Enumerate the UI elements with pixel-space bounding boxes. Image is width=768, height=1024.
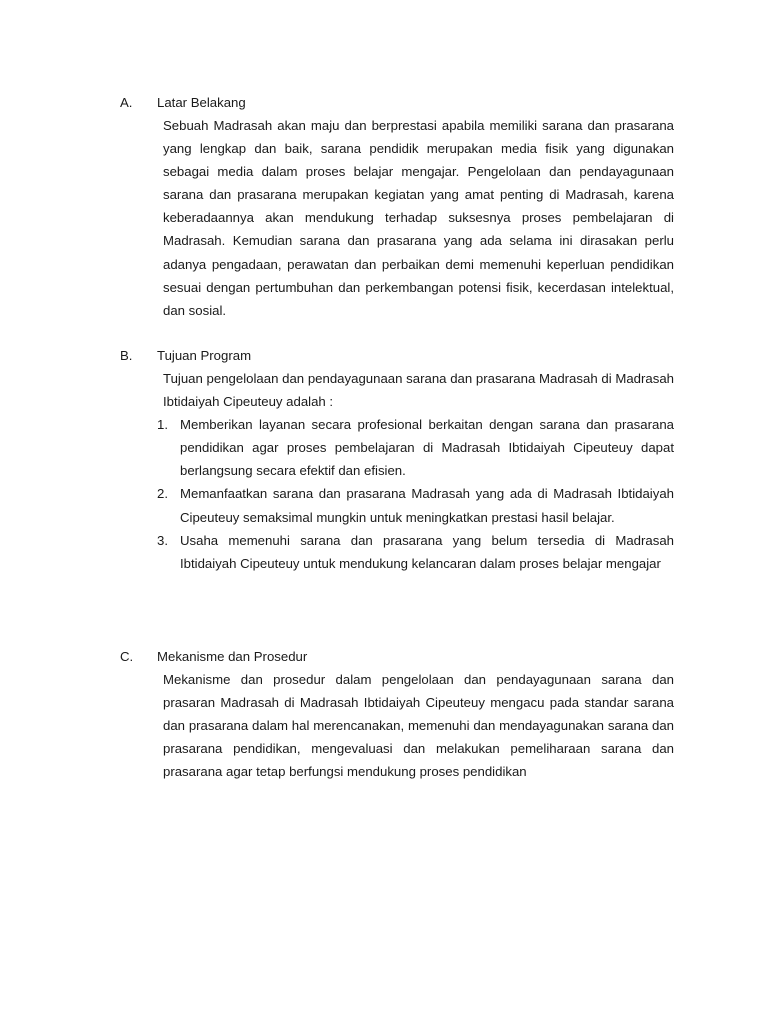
- section-latar-belakang: [120, 91, 676, 322]
- section-heading: [120, 91, 676, 114]
- section-letter: A.: [120, 95, 133, 110]
- section-heading: [120, 645, 676, 668]
- section-paragraph: Tujuan pengelolaan dan pendayagunaan sarana dan prasarana Madrasah di Madrasah Ibtidaiyah Cipeuteuy adalah :: [163, 371, 674, 410]
- list-item: [157, 529, 674, 575]
- section-title: Mekanisme dan Prosedur: [157, 649, 308, 664]
- section-paragraph: Sebuah Madrasah akan maju dan berprestasi apabila memiliki sarana dan prasarana yang lengkap dan baik, sarana pendidik merupakan media fisik yang digunakan sebagai media dalam proses belajar mengajar. Pengelolaan dan pendayagunaan sarana dan prasarana merupakan kegiatan yang amat penting di Madrasah, karena keberadaannya akan mendukung terhadap suksesnya proses pembelajaran di Madrasah. Kemudian sarana dan prasarana yang ada selama ini dirasakan perlu adanya pengadaan, perawatan dan perbaikan demi memenuhi keperluan pendidikan sesuai dengan pertumbuhan dan perkembangan potensi fisik, kecerdasan intelektual, dan sosial.: [163, 118, 674, 318]
- section-title: Tujuan Program: [157, 348, 252, 363]
- list-text: Memberikan layanan secara profesional berkaitan dengan sarana dan prasarana pendidikan agar proses pembelajaran di Madrasah Ibtidaiyah Cipeuteuy dapat berlangsung secara efektif dan efisien.: [180, 417, 674, 479]
- list-item: [157, 413, 674, 482]
- section-paragraph: Mekanisme dan prosedur dalam pengelolaan dan pendayagunaan sarana dan prasaran Madrasah di Madrasah Ibtidaiyah Cipeuteuy mengacu pada standar sarana dan prasarana dalam hal merencanakan, memenuhi dan mendayagunakan sarana dan prasarana pendidikan, mengevaluasi dan melakukan pemeliharaan sarana dan prasarana agar tetap berfungsi mendukung proses pendidikan: [163, 672, 674, 780]
- list-number: 2.: [157, 486, 168, 502]
- list-text: Usaha memenuhi sarana dan prasarana yang belum tersedia di Madrasah Ibtidaiyah Cipeuteuy untuk mendukung kelancaran dalam proses belajar mengajar: [180, 532, 674, 571]
- list-number: 3.: [157, 532, 168, 548]
- list-item: [157, 482, 674, 528]
- section-letter: B.: [120, 348, 133, 363]
- list-number: 1.: [157, 417, 168, 433]
- section-letter: C.: [120, 649, 134, 664]
- section-title: Latar Belakang: [157, 95, 246, 110]
- section-tujuan-program: [120, 344, 676, 575]
- section-mekanisme-prosedur: [120, 645, 676, 783]
- section-heading: [120, 344, 676, 367]
- objectives-list: [120, 413, 676, 575]
- list-text: Memanfaatkan sarana dan prasarana Madrasah yang ada di Madrasah Ibtidaiyah Cipeuteuy semaksimal mungkin untuk meningkatkan prestasi hasil belajar.: [180, 486, 674, 525]
